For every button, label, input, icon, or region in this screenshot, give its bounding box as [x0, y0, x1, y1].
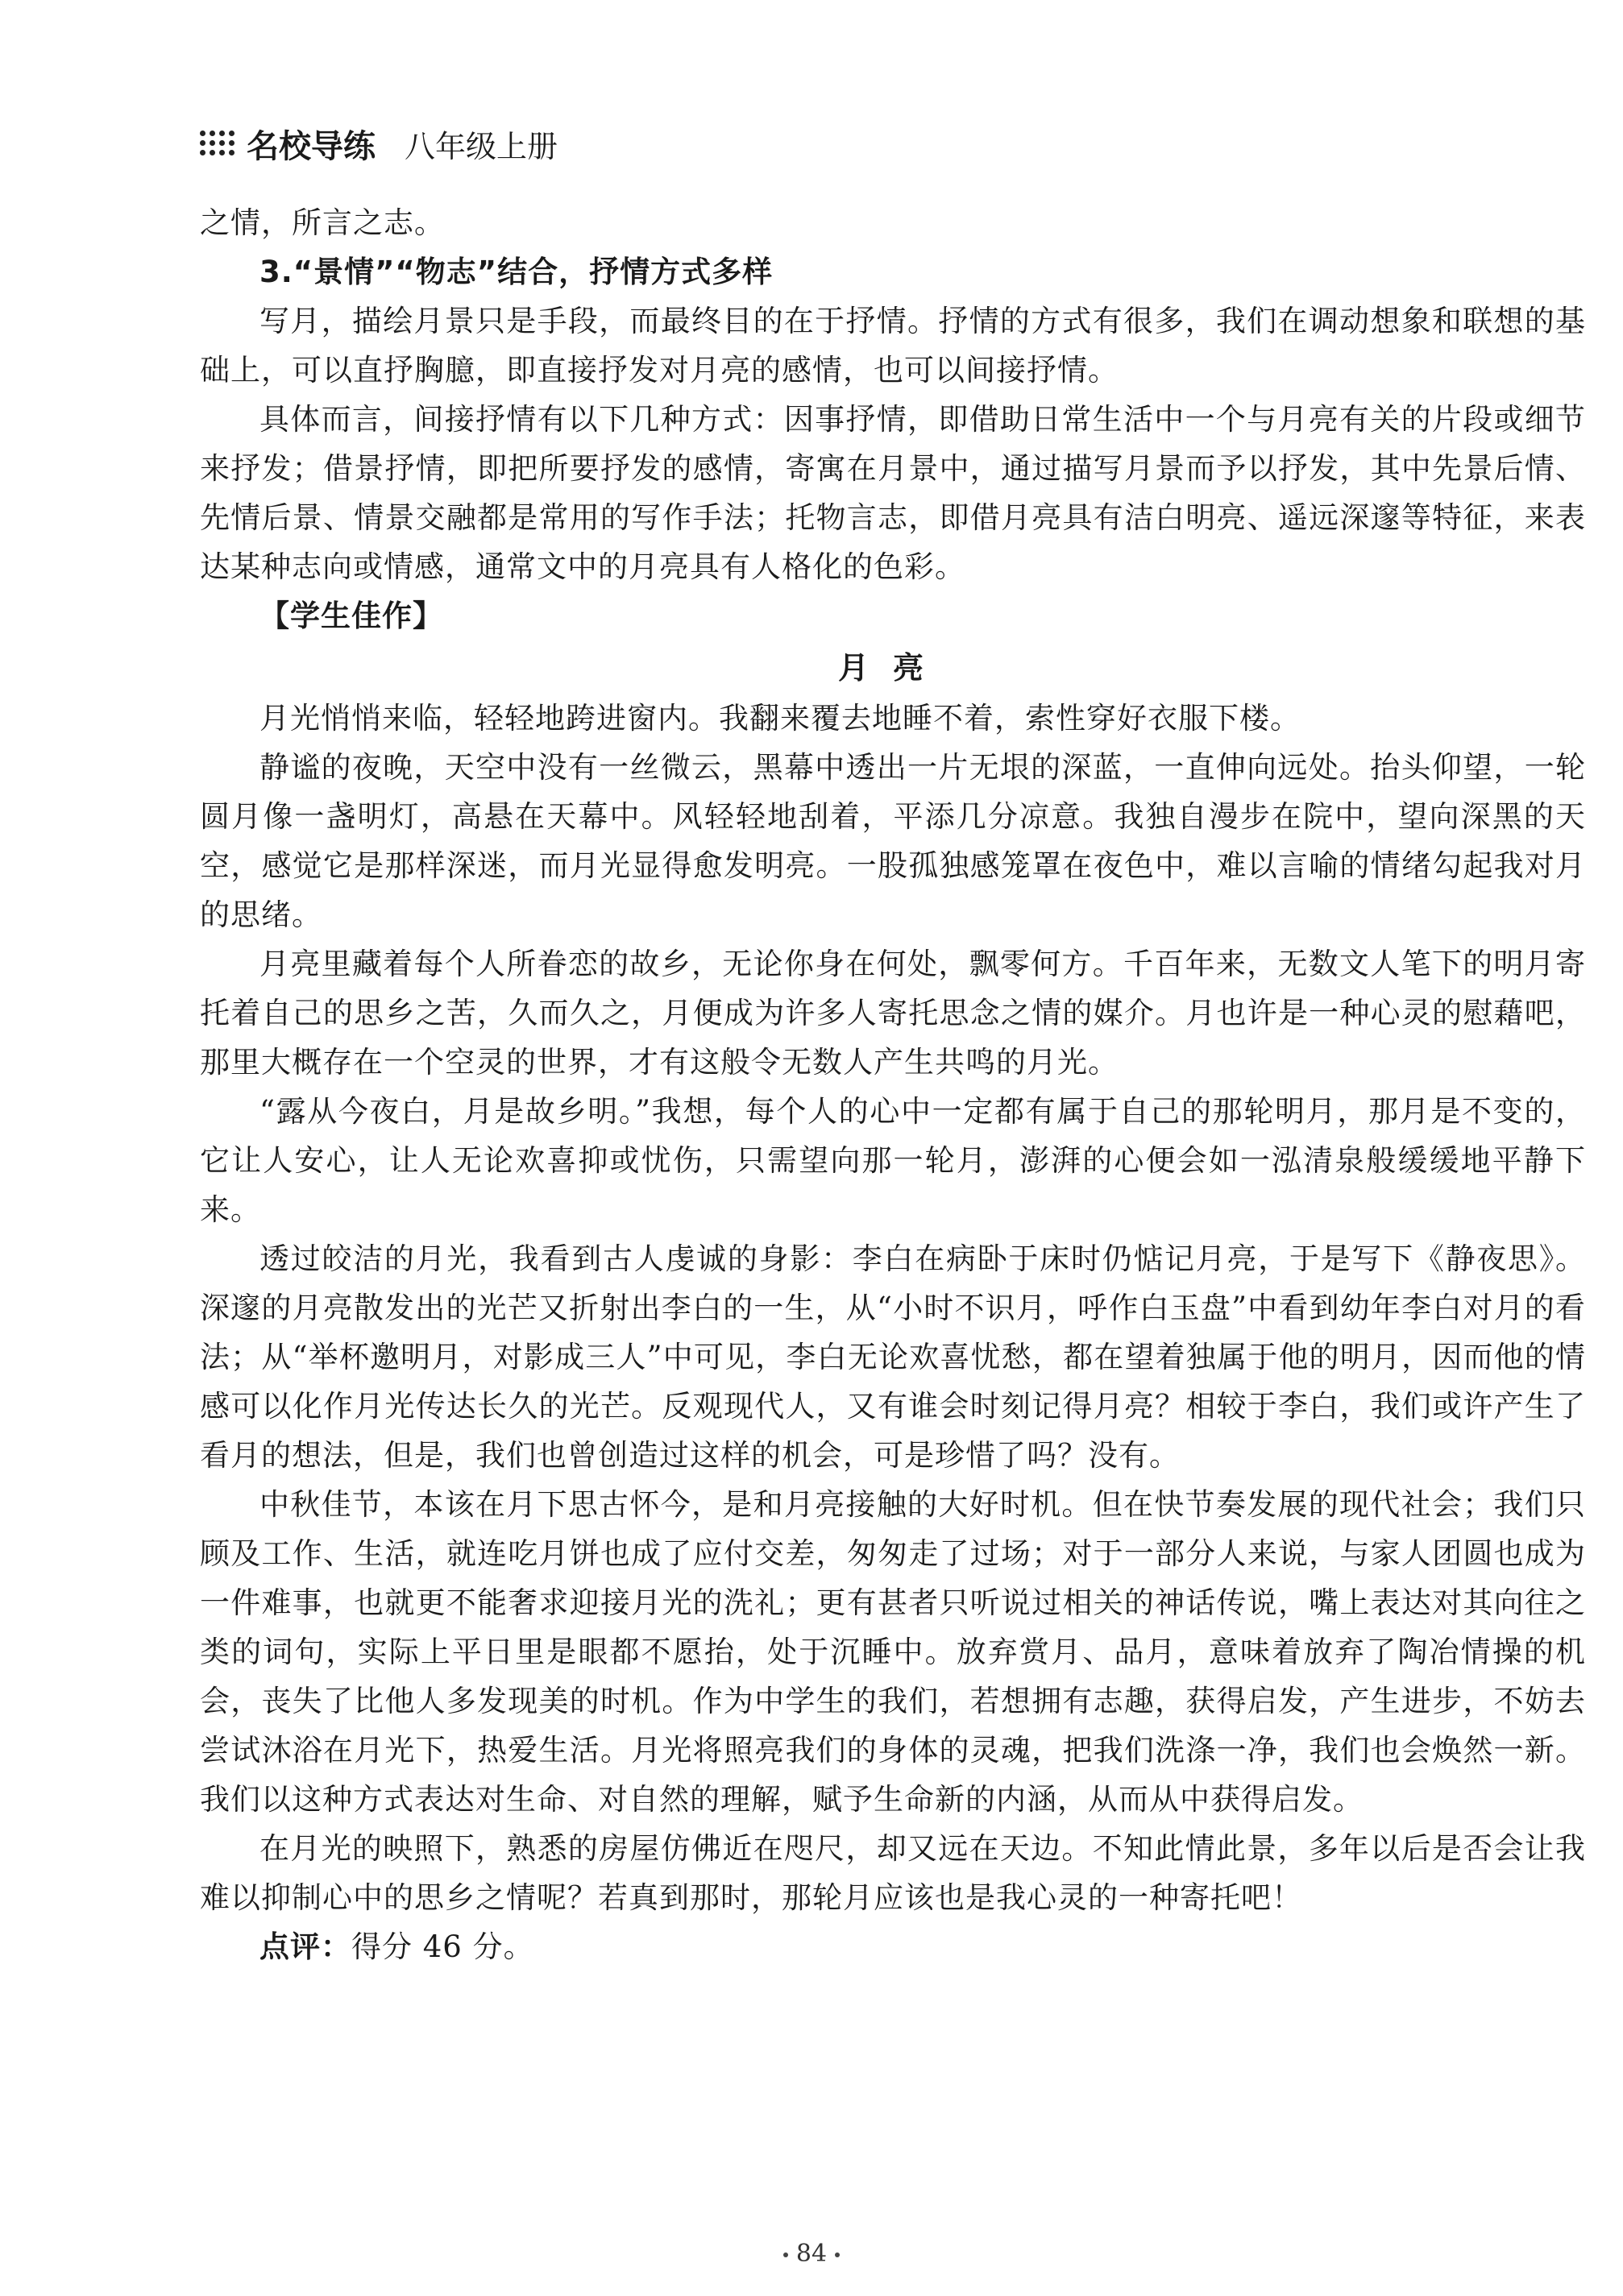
intro-subheading: 3.“景情”“物志”结合，抒情方式多样 — [259, 255, 774, 289]
essay-paragraph: 静谧的夜晚，天空中没有一丝微云，黑幕中透出一片无垠的深蓝，一直伸向远处。抬头仰望，一轮圆月像一盏明灯，高悬在天幕中。风轻轻地刮着，平添几分凉意。我独自漫步在院中，望向深黑的天空，感觉它是那样深迷，而月光显得愈发明亮。一股孤独感笼罩在夜色中，难以言喻的情绪勾起我对月的思绪。 — [200, 750, 1586, 932]
intro-continuation: 之情，所言之志。 — [200, 205, 445, 240]
header-brand: 名校导练 — [247, 127, 376, 165]
page-header — [200, 121, 1586, 166]
intro-paragraph: 具体而言，间接抒情有以下几种方式：因事抒情，即借助日常生活中一个与月亮有关的片段或细节来抒发；借景抒情，即把所要抒发的感情，寄寓在月景中，通过描写月景而予以抒发，其中先景后情、先情后景、情景交融都是常用的写作手法；托物言志，即借月亮具有洁白明亮、遥远深邃等特征，来表达某种志向或情感，通常文中的月亮具有人格化的色彩。 — [200, 402, 1586, 584]
header-grade: 八年级上册 — [405, 128, 558, 164]
essay-paragraph: 透过皎洁的月光，我看到古人虔诚的身影：李白在病卧于床时仍惦记月亮，于是写下《静夜思》。深邃的月亮散发出的光芒又折射出李白的一生，从“小时不识月，呼作白玉盘”中看到幼年李白对月的看法；从“举杯邀明月，对影成三人”中可见，李白无论欢喜忧愁，都在望着独属于他的明月，因而他的情感可以化作月光传达长久的光芒。反观现代人，又有谁会时刻记得月亮？相较于李白，我们或许产生了看月的想法，但是，我们也曾创造过这样的机会，可是珍惜了吗？没有。 — [200, 1241, 1586, 1473]
document-page — [200, 121, 1586, 1971]
section-label: 【学生佳作】 — [259, 599, 443, 633]
dots-logo-icon — [200, 131, 235, 156]
review — [200, 1922, 1586, 1971]
essay-paragraph: 月亮里藏着每个人所眷恋的故乡，无论你身在何处，飘零何方。千百年来，无数文人笔下的明月寄托着自己的思乡之苦，久而久之，月便成为许多人寄托思念之情的媒介。月也许是一种心灵的慰藉吧，那里大概存在一个空灵的世界，才有这般令无数人产生共鸣的月光。 — [200, 947, 1586, 1080]
footer-dot-icon — [835, 2252, 840, 2257]
essay-title: 月亮 — [837, 650, 948, 686]
footer-dot-icon — [783, 2252, 788, 2257]
essay-paragraph: 在月光的映照下，熟悉的房屋仿佛近在咫尺，却又远在天边。不知此情此景，多年以后是否会让我难以抑制心中的思乡之情呢？若真到那时，那轮月应该也是我心灵的一种寄托吧！ — [200, 1831, 1586, 1915]
essay-paragraph: “露从今夜白，月是故乡明。”我想，每个人的心中一定都有属于自己的那轮明月，那月是不变的，它让人安心，让人无论欢喜抑或忧伤，只需望向那一轮月，澎湃的心便会如一泓清泉般缓缓地平静下来。 — [200, 1094, 1586, 1227]
essay-paragraph: 月光悄悄来临，轻轻地跨进窗内。我翻来覆去地睡不着，索性穿好衣服下楼。 — [259, 701, 1301, 736]
essay-paragraph: 中秋佳节，本该在月下思古怀今，是和月亮接触的大好时机。但在快节奏发展的现代社会；我们只顾及工作、生活，就连吃月饼也成了应付交差，匆匆走了过场；对于一部分人来说，与家人团圆也成为一件难事，也就更不能奢求迎接月光的洗礼；更有甚者只听说过相关的神话传说，嘴上表达对其向往之类的词句，实际上平日里是眼都不愿抬，处于沉睡中。放弃赏月、品月，意味着放弃了陶冶情操的机会，丧失了比他人多发现美的时机。作为中学生的我们，若想拥有志趣，获得启发，产生进步，不妨去尝试沐浴在月光下，热爱生活。月光将照亮我们的身体的灵魂，把我们洗涤一净，我们也会焕然一新。我们以这种方式表达对生命、对自然的理解，赋予生命新的内涵，从而从中获得启发。 — [200, 1487, 1586, 1817]
review-label: 点评： — [259, 1929, 351, 1964]
page-footer — [0, 2240, 1623, 2268]
intro-paragraph: 写月，描绘月景只是手段，而最终目的在于抒情。抒情的方式有很多，我们在调动想象和联想的基础上，可以直抒胸臆，即直接抒发对月亮的感情，也可以间接抒情。 — [200, 304, 1586, 388]
page-number: 84 — [795, 2240, 828, 2268]
review-text: 得分 46 分。 — [351, 1929, 534, 1964]
